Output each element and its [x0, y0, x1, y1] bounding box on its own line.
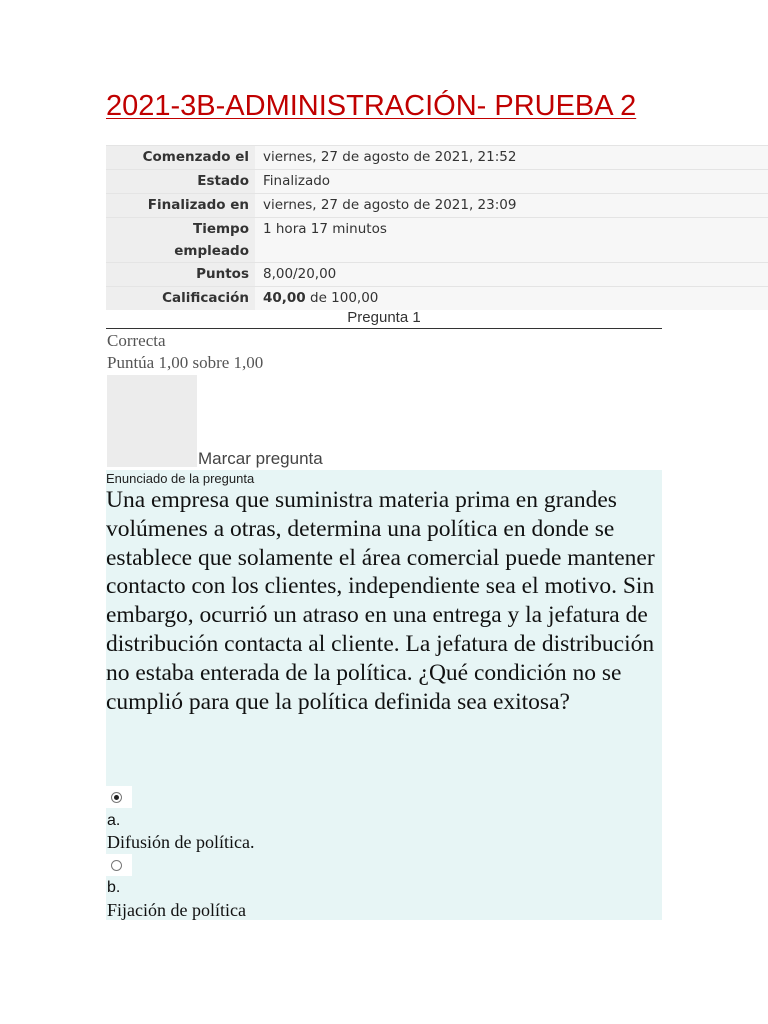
summary-label-line: Tiempo	[193, 221, 249, 237]
option-b-letter: b.	[107, 879, 121, 896]
summary-label: Comenzado el	[106, 146, 255, 170]
option-a-text[interactable]: Difusión de política.	[107, 832, 255, 852]
question-content	[106, 470, 662, 920]
summary-value: 1 hora 17 minutos	[255, 218, 768, 263]
flag-icon[interactable]	[107, 375, 197, 467]
summary-label	[106, 218, 255, 263]
question-text: Una empresa que suministra materia prima en grandes volúmenes a otras, determina una política en donde se establece que solamente el área comercial puede mantener contacto con los clientes, independiente sea el motivo. Sin embargo, ocurrió un atraso en una entrega y la jefatura de distribución contacta al cliente. La jefatura de distribución no estaba enterada de la política. ¿Qué condición no se cumplió para que la política definida sea exitosa?	[106, 487, 655, 715]
summary-row-state	[106, 170, 768, 194]
attempt-summary-table	[106, 145, 768, 310]
summary-label: Puntos	[106, 263, 255, 287]
summary-label: Calificación	[106, 287, 255, 311]
question-header: Pregunta 1	[106, 307, 662, 329]
summary-row-time-taken	[106, 218, 768, 263]
question-text-label: Enunciado de la pregunta	[106, 471, 255, 486]
question-status: Correcta	[107, 331, 166, 350]
summary-label: Finalizado en	[106, 194, 255, 218]
option-b-text[interactable]: Fijación de política	[107, 900, 246, 920]
summary-value: viernes, 27 de agosto de 2021, 23:09	[255, 194, 768, 218]
summary-row-points	[106, 263, 768, 287]
radio-checked-icon[interactable]	[111, 792, 122, 803]
radio-unchecked-icon[interactable]	[111, 860, 122, 871]
summary-value: Finalizado	[255, 170, 768, 194]
question-score: Puntúa 1,00 sobre 1,00	[107, 353, 264, 372]
option-b-radio-box[interactable]	[106, 854, 132, 876]
question-state	[107, 330, 263, 374]
option-a-radio-box[interactable]	[106, 786, 132, 808]
summary-value: 8,00/20,00	[255, 263, 768, 287]
summary-value: viernes, 27 de agosto de 2021, 21:52	[255, 146, 768, 170]
summary-label-line: empleado	[174, 243, 249, 259]
grade-max: de 100,00	[305, 290, 379, 306]
option-a-letter: a.	[107, 812, 121, 829]
grade-value: 40,00	[263, 290, 306, 306]
flag-question-link[interactable]: Marcar pregunta	[198, 449, 323, 468]
summary-label: Estado	[106, 170, 255, 194]
summary-row-started	[106, 146, 768, 170]
summary-row-finished	[106, 194, 768, 218]
page-title: 2021-3B-ADMINISTRACIÓN- PRUEBA 2	[106, 90, 637, 122]
